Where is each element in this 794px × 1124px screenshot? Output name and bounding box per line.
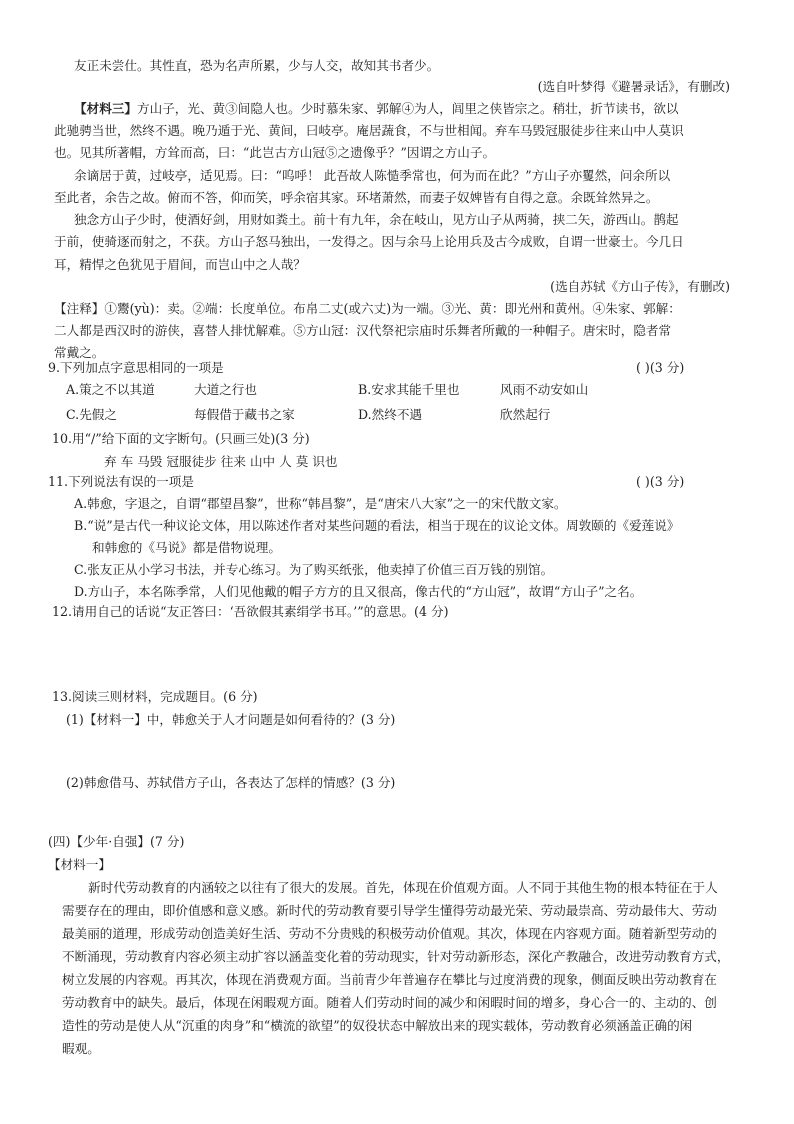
q9-option-a-compare: 大道之行也 (194, 382, 257, 397)
material3-line-8: 耳，精悍之色犹见于眉间，而岂山中之人哉？ (54, 257, 306, 272)
q11-answer-blank[interactable]: ( )(3 分) (636, 474, 685, 489)
notes-line-3: 常戴之。 (54, 345, 105, 360)
q9-stem: 9.下列加点字意思相同的一项是 (48, 360, 224, 375)
material3-line-3: 也。见其所著帽，方耸而高，曰：“此岂古方山冠⑤之遗像乎？”因谓之方山子。 (54, 145, 496, 160)
q11-option-b: B.“说”是古代一种议论文体，用以陈述作者对某些问题的看法，相当于现在的议论文体。周敦颐的《爱莲说》 (74, 518, 680, 533)
q9-answer-blank[interactable]: ( )(3 分) (636, 360, 685, 375)
q11-option-b-cont: 和韩愈的《马说》都是借物说理。 (92, 540, 281, 555)
material3-line-1 (74, 103, 679, 116)
q12-stem: 12.请用自己的话说“友正答曰：‘吾欲假其素绢学书耳。’”的意思。(4 分) (52, 604, 449, 619)
section4-material1-heading: 【材料一】 (48, 857, 111, 872)
section4-line-6: 劳动教育中的缺失。最后，体现在闲暇观方面。随着人们劳动时间的减少和闲暇时间的增多，身心合一的、主动的、创 (62, 995, 717, 1010)
material3-line-6: 独念方山子少时，使酒好剑，用财如粪土。前十有九年，余在岐山，见方山子从两骑，挟二矢，游西山。鹊起 (74, 212, 679, 227)
section4-line-1: 新时代劳动教育的内涵较之以往有了很大的发展。首先，体现在价值观方面。人不同于其他生物的根本特征在于人 (88, 880, 718, 895)
q11-option-c: C.张友正从小学习书法，并专心练习。为了购买纸张，他卖掉了价值三百万钱的别馆。 (74, 562, 554, 577)
q13-sub1: (1)【材料一】中，韩愈关于人才问题是如何看待的？(3 分) (66, 712, 396, 727)
q9-option-d: D.然终不遇 (358, 407, 423, 422)
q10-text: 弃 车 马毁 冠服徒步 往来 山中 人 莫 识也 (104, 454, 338, 469)
section4-line-7: 造性的劳动是使人从“沉重的肉身”和“横流的欲望”的奴役状态中解放出来的现实载体，劳动教育必须涵盖正确的闲 (62, 1018, 693, 1033)
material3-line-7: 于前，使骑逐而射之，不获。方山子怒马独出，一发得之。因与余马上论用兵及古今成败，自谓一世豪士。今几日 (54, 234, 684, 249)
q9-option-c-compare: 每假借于藏书之家 (194, 407, 295, 422)
material2-source: (选自叶梦得《避暑录话》，有删改) (537, 79, 730, 94)
notes-line-2: 二人都是西汉时的游侠，喜替人排忧解难。⑤方山冠：汉代祭祀宗庙时乐舞者所戴的一种帽子。唐宋时，隐者常 (54, 323, 672, 338)
q9-option-b-compare: 风雨不动安如山 (500, 382, 589, 397)
material3-source: (选自苏轼《方山子传》，有删改) (550, 279, 730, 294)
section4-line-2: 需要存在的理由，即价值感和意义感。新时代的劳动教育要引导学生懂得劳动最光荣、劳动最崇高、劳动最伟大、劳动 (62, 903, 717, 918)
q10-stem: 10.用“/”给下面的文字断句。(只画三处)(3 分) (52, 431, 310, 446)
q9-option-d-compare: 欣然起行 (500, 407, 551, 422)
section4-line-4: 不断涌现，劳动教育内容必须主动扩容以涵盖变化着的劳动现实，针对劳动新形态，深化产教融合，改进劳动教育方式， (62, 949, 730, 964)
section4-line-3: 最美丽的道理，形成劳动创造美好生活、劳动不分贵贱的积极劳动价值观。其次，体现在内容观方面。随着新型劳动的 (62, 926, 717, 941)
q9-option-b: B.安求其能千里也 (358, 382, 460, 397)
section4-line-5: 树立发展的内容观。再其次，体现在消费观方面。当前青少年普遍存在攀比与过度消费的现象，侧面反映出劳动教育在 (62, 972, 717, 987)
q9-option-a: A.策之不以其道 (66, 382, 155, 397)
section4-line-8: 暇观。 (62, 1041, 100, 1056)
material3-line-5: 至此者，余告之故。俯而不答，仰而笑，呼余宿其家。环堵萧然，而妻子奴婢皆有自得之意。余既耸然异之。 (54, 190, 659, 205)
q9-option-c: C.先假之 (66, 407, 117, 422)
q11-option-d: D.方山子，本名陈季常，人们见他戴的帽子方方的且又很高，像古代的“方山冠”，故谓“方山子”之名。 (74, 584, 643, 599)
section4-heading: (四)【少年·自强】(7 分) (48, 834, 185, 849)
q11-stem: 11.下列说法有误的一项是 (48, 474, 194, 489)
notes-line-1: 【注释】①鬻(yù)：卖。②端：长度单位。布帛二丈(或六丈)为一端。③光、黄：即光州和黄州。④朱家、郭解： (54, 301, 681, 316)
material3-line-4: 余谪居于黄，过岐亭，适见焉。曰：“呜呼！ 此吾故人陈慥季常也，何为而在此？”方山子亦矍然，问余所以 (74, 168, 671, 183)
material3-heading: 【材料三】 (74, 101, 137, 116)
material3-text: 方山子，光、黄③间隐人也。少时慕朱家、郭解④为人，闾里之侠皆宗之。稍壮，折节读书，欲以 (136, 101, 679, 116)
q13-stem: 13.阅读三则材料，完成题目。(6 分) (52, 689, 258, 704)
material2-last-line: 友正未尝仕。其性直，恐为名声所累，少与人交，故知其书者少。 (74, 58, 440, 73)
q11-option-a: A.韩愈，字退之，自谓“郡望昌黎”，世称“韩昌黎”，是“唐宋八大家”之一的宋代散文家。 (74, 496, 567, 511)
material3-line-2: 此驰骋当世，然终不遇。晚乃遁于光、黄间，曰岐亭。庵居蔬食，不与世相闻。弃车马毁冠服徒步往来山中人莫识 (54, 123, 684, 138)
q13-sub2: (2)韩愈借马、苏轼借方子山，各表达了怎样的情感？(3 分) (66, 775, 396, 790)
